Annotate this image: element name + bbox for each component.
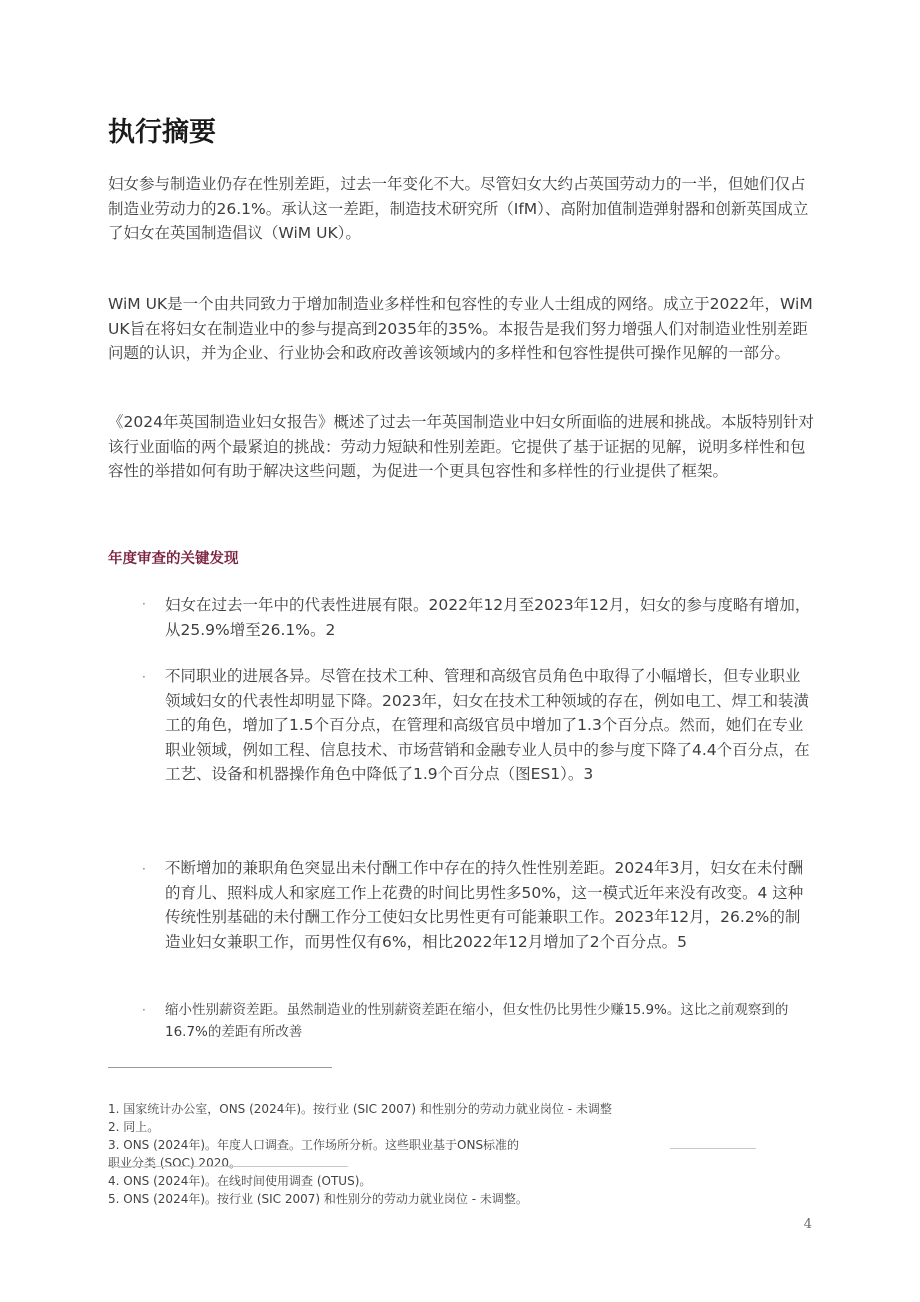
footnote-item: 3. ONS (2024年)。年度人口调查。工作场所分析。这些职业基于ONS标准的 <box>108 1138 520 1152</box>
bullet-marker: · <box>142 670 146 684</box>
footnote-item: 5. ONS (2024年)。按行业 (SIC 2007) 和性别分的劳动力就业岗位 - 未调整。 <box>108 1192 528 1206</box>
list-item: 不断增加的兼职角色突显出未付酬工作中存在的持久性性别差距。2024年3月，妇女在未付酬的育儿、照料成人和家庭工作上花费的时间比男性多50%，这一模式近年来没有改变。4 这种传统性别基础的未付酬工作分工使妇女比男性更有可能兼职工作。2023年12月，26.2%的制造业妇女兼职工作，而男性仅有6%，相比2022年12月增加了2个百分点。5 <box>165 859 804 951</box>
report-overview-paragraph: 《2024年英国制造业妇女报告》概述了过去一年英国制造业中妇女所面临的进展和挑战。本版特别针对该行业面临的两个最紧迫的挑战：劳动力短缺和性别差距。它提供了基于证据的见解，说明多样性和包容性的举措如何有助于解决这些问题，为促进一个更具包容性和多样性的行业提供了框架。 <box>108 413 814 480</box>
intro-paragraph: 妇女参与制造业仍存在性别差距，过去一年变化不大。尽管妇女大约占英国劳动力的一半，但她们仅占制造业劳动力的26.1%。承认这一差距，制造技术研究所（IfM）、高附加值制造弹射器和创新英国成立了妇女在英国制造倡议（WiM UK）。 <box>108 175 809 242</box>
footnote-item: 4. ONS (2024年)。在线时间使用调查 (OTUS)。 <box>108 1174 372 1188</box>
decorative-rule <box>670 1148 756 1149</box>
bullet-marker: · <box>142 1003 146 1017</box>
footnote-item: 1. 国家统计办公室，ONS (2024年)。按行业 (SIC 2007) 和性别分的劳动力就业岗位 - 未调整 <box>108 1102 612 1116</box>
footnote-item: 职业分类 (SOC) 2020。 <box>108 1156 241 1170</box>
section-heading-key-findings: 年度审查的关键发现 <box>108 551 239 567</box>
bullet-marker: · <box>142 597 146 611</box>
footnote-divider <box>108 1067 332 1068</box>
bullet-marker: · <box>142 862 146 876</box>
wim-uk-paragraph: WiM UK是一个由共同致力于增加制造业多样性和包容性的专业人士组成的网络。成立于2022年，WiM UK旨在将妇女在制造业中的参与提高到2035年的35%。本报告是我们努力增强人们对制造业性别差距问题的认识，并为企业、行业协会和政府改善该领域内的多样性和包容性提供可操作见解的一部分。 <box>108 295 813 362</box>
page-title: 执行摘要 <box>108 117 216 148</box>
list-item: 缩小性别薪资差距。虽然制造业的性别薪资差距在缩小，但女性仍比男性少赚15.9%。这比之前观察到的16.7%的差距有所改善 <box>165 1002 789 1040</box>
list-item: 妇女在过去一年中的代表性进展有限。2022年12月至2023年12月，妇女的参与度略有增加，从25.9%增至26.1%。2 <box>165 596 811 639</box>
list-item: 不同职业的进展各异。尽管在技术工种、管理和高级官员角色中取得了小幅增长，但专业职业领域妇女的代表性却明显下降。2023年，妇女在技术工种领域的存在，例如电工、焊工和装潢工的角色，增加了1.5个百分点，在管理和高级官员中增加了1.3个百分点。然而，她们在专业职业领域，例如工程、信息技术、市场营销和金融专业人员中的参与度下降了4.4个百分点，在工艺、设备和机器操作角色中降低了1.9个百分点（图ES1）。3 <box>165 667 810 783</box>
decorative-rule <box>108 1166 348 1167</box>
page-number: 4 <box>803 1217 812 1232</box>
footnote-item: 2. 同上。 <box>108 1120 160 1134</box>
